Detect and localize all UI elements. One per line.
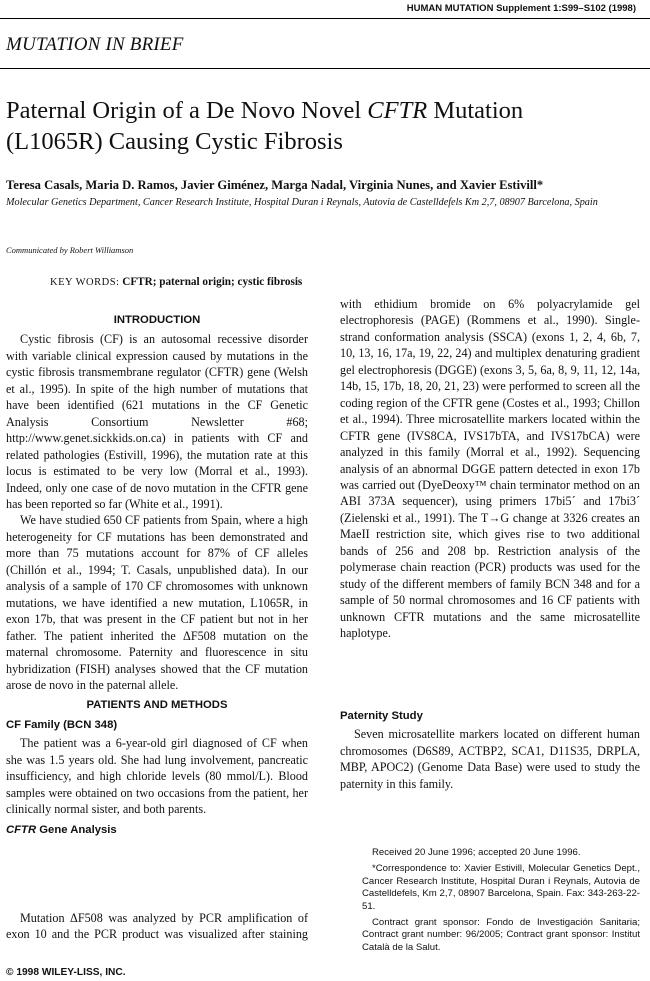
paternity-heading: Paternity Study — [340, 710, 423, 722]
gene-analysis-start — [6, 910, 308, 943]
gene-analysis-heading-gene: CFTR — [6, 823, 37, 836]
keywords — [50, 276, 302, 288]
article-title — [6, 95, 626, 157]
copyright: © 1998 WILEY-LISS, INC. — [6, 967, 126, 978]
journal-header: HUMAN MUTATION Supplement 1:S99–S102 (1998) — [406, 3, 636, 14]
title-gene: CFTR — [367, 97, 428, 124]
keywords-label: KEY WORDS: — [50, 277, 120, 288]
paternity-paragraph: Seven microsatellite markers located on different human chromosomes (D6S89, ACTBP2, SCA1, D11S35, DRPLA, MBP, APOC2) (Genome Data Base) were used to study the paternity in this family. — [340, 727, 640, 791]
footnote-correspondence: *Correspondence to: Xavier Estivill, Molecular Genetics Dept., Cancer Research Institute, Hospital Duran i Reynals, Autovia de Castelldefels, Km 2,7, 08907 Barcelona, Spain. Fax: 343-263-22-51. — [362, 863, 640, 912]
authors: Teresa Casals, Maria D. Ramos, Javier Giménez, Marga Nadal, Virginia Nunes, and Xavier Estivill* — [6, 178, 544, 192]
gene-analysis-heading-rest: Gene Analysis — [36, 823, 117, 836]
right-column-continuation — [340, 296, 640, 688]
affiliation: Molecular Genetics Department, Cancer Research Institute, Hospital Duran i Reynals, Autovia de Castelldefels Km 2,7, 08907 Barcelona, Spain — [6, 197, 598, 208]
keywords-value: CFTR; paternal origin; cystic fibrosis — [122, 276, 303, 288]
footnotes — [362, 847, 640, 958]
left-column — [6, 312, 308, 840]
kicker-rule — [0, 68, 650, 69]
footnote-grant: Contract grant sponsor: Fondo de Investigación Sanitaria; Contract grant number: 96/2005; Contract grant sponsor: Institut Català de la Salut. — [362, 917, 640, 953]
intro-paragraph-1: Cystic fibrosis (CF) is an autosomal recessive disorder with variable clinical expression caused by mutations in the cystic fibrosis transmembrane regulator (CFTR) gene (Welsh et al., 1995). In spite of the high number of mutations that have been identified (621 mutations in the CF Genetic Analysis Consortium Newsletter #68; http://www.genet.sickkids.on.ca) in patients with CF and related pathologies (Estivill, 1996), the mutation rate at this locus is estimated to be very low (Morral et al., 1993). Indeed, only one case of de novo mutation in the CFTR gene has been reported so far (White et al., 1991). — [6, 332, 308, 511]
communicated-by: Communicated by Robert Williamson — [6, 245, 134, 255]
footnote-received: Received 20 June 1996; accepted 20 June 1996. — [372, 847, 581, 858]
intro-heading: INTRODUCTION — [113, 314, 201, 326]
paternity-section — [340, 706, 640, 792]
title-line1-post: Mutation — [427, 97, 524, 124]
family-heading: CF Family (BCN 348) — [6, 718, 118, 731]
methods-heading: PATIENTS AND METHODS — [86, 699, 228, 712]
title-line2: (L1065R) Causing Cystic Fibrosis — [6, 128, 343, 155]
family-paragraph: The patient was a 6-year-old girl diagnosed of CF when she was 1.5 years old. She had lung involvement, pancreatic insufficiency, and high chloride levels (80 mmol/L). Blood samples were obtained on two occasions from the patient, her clinically normal sister, and both parents. — [6, 736, 308, 817]
gene-analysis-paragraph-cont: with ethidium bromide on 6% polyacrylamide gel electrophoresis (PAGE) (Rommens et al., 1990). Single-strand conformation analysis (SSCA) (exons 1, 2, 4, 6b, 7, 10, 13, 16, 17a, 19, 22, 24) and multiplex denaturing gradient gel electrophoresis (DGGE) (exons 3, 5, 6a, 8, 9, 11, 12, 14a, 14b, 15, 17b, 18, 20, 21, 23) were performed to screen all the coding region of the CFTR gene (Costes et al., 1993; Chillon et al., 1994). Three microsatellite markers located within the CFTR gene (IVS8CA, IVS17bTA, and IVS17bCA) were analyzed in this family (Morral et al., 1992). Sequencing analysis of an abnormal DGGE pattern detected in exon 17b was carried out (DyeDeoxy™ chain terminator method on an ABI 373A sequencer), using primers 17bi5´ and 17bi3´ (Zielenski et al., 1991). The T→G change at 3326 creates an MaeII restriction site, which gives rise to two additional bands of 256 and 208 bp. Restriction analysis of the polymerase chain reaction (PCR) products was used for the study of the different members of family BCN 348 and for a sample of 50 normal chromosomes and 16 CF patients with unknown CFTR mutations and the same microsatellite haplotype. — [340, 297, 640, 641]
intro-paragraph-2: We have studied 650 CF patients from Spain, where a high heterogeneity for CF mutations has been demonstrated and more than 75 mutations account for 87% of CF alleles (Chillón et al., 1994; T. Casals, unpublished data). In our analysis of a sample of 170 CF chromosomes with unknown mutations, we have identified a new mutation, L1065R, in exon 17b, that was present in the CF patient but not in her father. The patient inherited the ΔF508 mutation on the maternal chromosome. Paternity and fluorescence in situ hybridization (FISH) analyses showed that the CF mutation arose de novo in the paternal allele. — [6, 513, 308, 692]
section-kicker: MUTATION IN BRIEF — [6, 34, 184, 55]
title-line1-pre: Paternal Origin of a De Novo Novel — [6, 97, 368, 124]
gene-analysis-paragraph: Mutation ΔF508 was analyzed by PCR amplification of exon 10 and the PCR product was visualized after staining — [6, 911, 308, 942]
header-rule — [0, 18, 650, 19]
gene-analysis-heading — [6, 822, 308, 838]
